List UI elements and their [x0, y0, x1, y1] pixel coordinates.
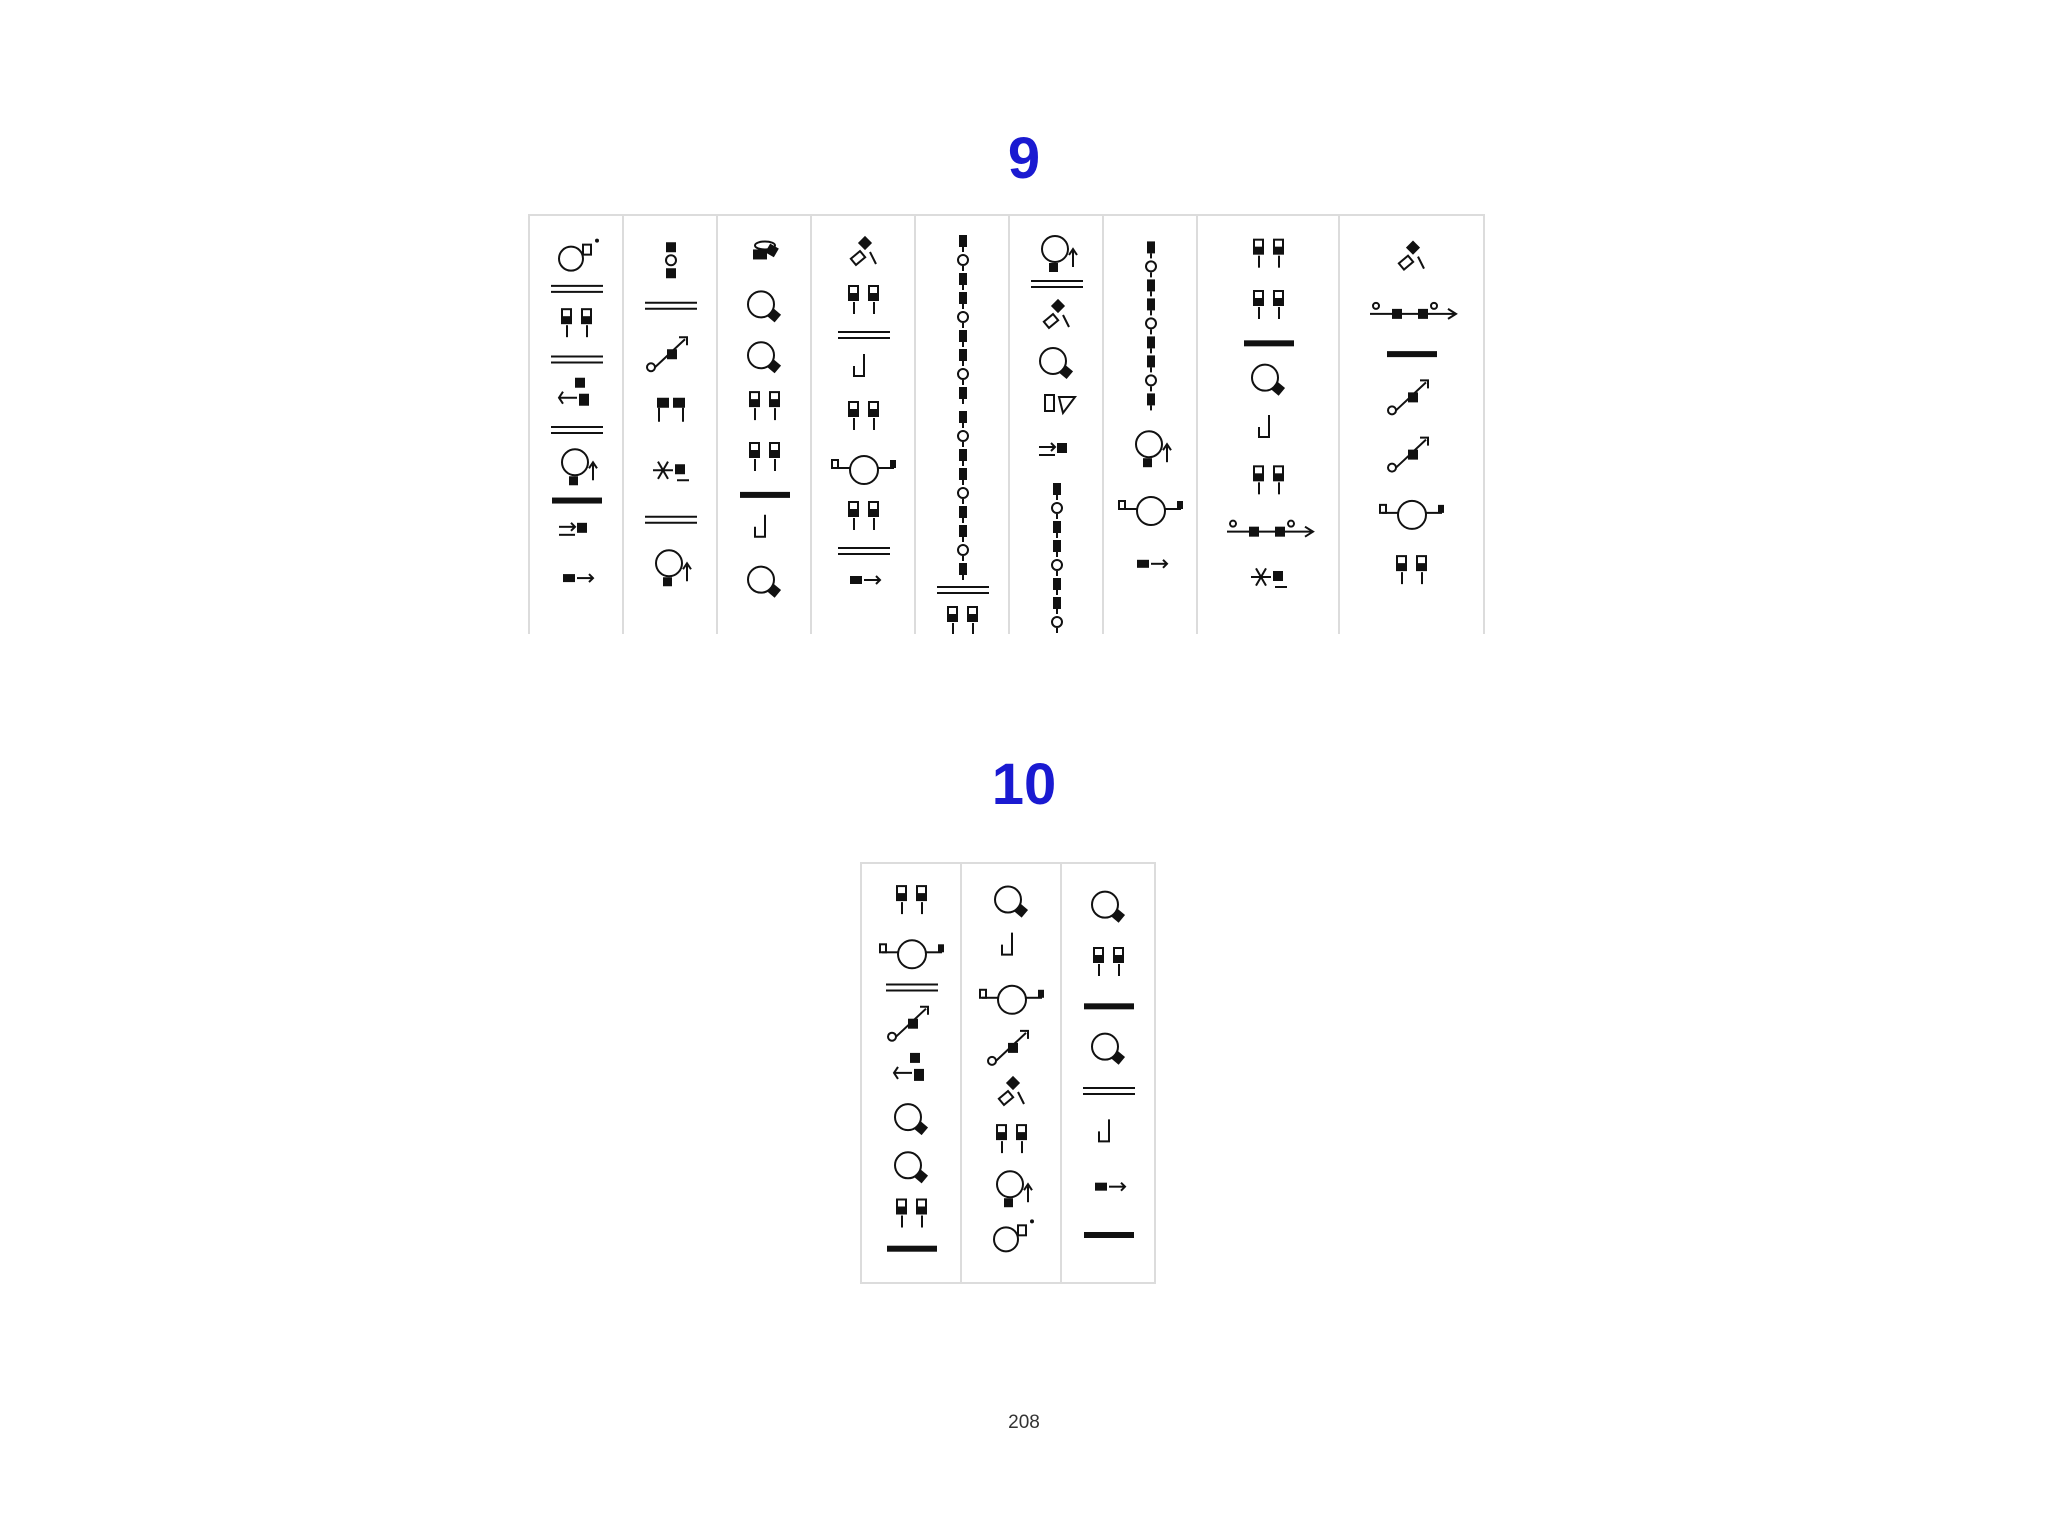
section-number-10: 10: [991, 752, 1057, 817]
circle-hand-symbol: [1092, 892, 1125, 923]
heavy-bar-symbol: [1244, 340, 1294, 346]
diagonal-hand-symbol: [1044, 299, 1069, 328]
signwriting-panel-9: [528, 214, 1485, 634]
sign-column: [622, 216, 716, 634]
circle-hand-arrow-symbol: [1042, 236, 1077, 272]
double-bar-symbol: [838, 332, 890, 338]
hand-triangle-symbol: [1045, 395, 1075, 413]
hand-pair-symbol: [562, 309, 591, 337]
hand-pair-symbol: [849, 402, 878, 430]
signwriting-panel-10: [860, 862, 1156, 1284]
circle-hand-symbol: [1092, 1034, 1125, 1065]
torso-motion-symbol: [559, 378, 589, 406]
star-spray-symbol: [1251, 568, 1287, 587]
small-hook-symbol: [755, 515, 765, 537]
double-bar-symbol: [645, 517, 697, 523]
heavy-bar-symbol: [887, 1246, 937, 1252]
small-arrow-hand-symbol: [1137, 560, 1167, 568]
circle-hand-symbol: [748, 291, 781, 322]
double-bar-symbol: [886, 985, 938, 991]
hand-pair-symbol: [1254, 466, 1283, 494]
vertical-chain-symbol: [958, 235, 968, 404]
section-number-9: 9: [1007, 126, 1041, 191]
small-arrow-hand-symbol: [1095, 1183, 1125, 1191]
sign-column: [860, 864, 960, 1282]
vertical-chain-symbol: [1052, 483, 1062, 634]
arrows-square-symbol: [559, 523, 587, 535]
hand-pair-symbol: [750, 392, 779, 420]
small-hook-symbol: [1259, 415, 1269, 437]
double-bar-symbol: [1031, 281, 1083, 287]
flag-mark-symbol: [753, 241, 779, 259]
horizontal-chain-symbol: [1227, 521, 1313, 537]
sign-column: [960, 864, 1060, 1282]
hand-pair-symbol: [849, 502, 878, 530]
sign-column: [1196, 216, 1338, 634]
circle-contact-symbol: [994, 1219, 1034, 1251]
hand-pair-symbol: [1254, 240, 1283, 268]
circle-arms-symbol: [880, 940, 944, 968]
sign-column: [528, 216, 622, 634]
square-pair-symbol: [657, 398, 685, 422]
circle-hand-symbol: [895, 1104, 928, 1135]
hand-pair-symbol: [897, 1200, 926, 1228]
hand-pair-symbol: [1094, 948, 1123, 976]
hand-pair-symbol: [897, 886, 926, 914]
circle-hand-symbol: [748, 342, 781, 373]
sign-column: [810, 216, 914, 634]
hand-pair-symbol: [1254, 291, 1283, 319]
heavy-bar-symbol: [1084, 1003, 1134, 1009]
diagonal-hand-symbol: [999, 1076, 1024, 1105]
diagonal-arrow-symbol: [647, 337, 687, 371]
diagonal-hand-symbol: [851, 236, 876, 265]
diagonal-arrow-symbol: [1388, 438, 1428, 472]
small-hook-symbol: [854, 354, 864, 376]
vertical-chain-symbol: [958, 411, 968, 580]
hand-pair-symbol: [750, 443, 779, 471]
double-bar-symbol: [551, 427, 603, 433]
circle-hand-symbol: [1040, 348, 1073, 379]
sign-column: [1060, 864, 1154, 1282]
sign-column: [1338, 216, 1482, 634]
double-bar-symbol: [838, 548, 890, 554]
circle-hand-symbol: [995, 887, 1028, 918]
heavy-bar-symbol: [740, 492, 790, 498]
circle-hand-symbol: [1252, 365, 1285, 396]
circle-hand-arrow-symbol: [562, 449, 597, 485]
small-arrow-hand-symbol: [850, 576, 880, 584]
circle-arms-symbol: [1119, 497, 1183, 525]
sign-column: [1008, 216, 1102, 634]
diagonal-arrow-symbol: [888, 1007, 928, 1041]
circle-contact-symbol: [559, 239, 599, 271]
double-bar-symbol: [645, 303, 697, 309]
circle-hand-symbol: [895, 1152, 928, 1183]
heavy-bar-symbol: [1387, 351, 1437, 357]
page-number: 208: [1008, 1412, 1040, 1433]
heavy-bar-symbol: [552, 498, 602, 504]
diagonal-arrow-symbol: [988, 1031, 1028, 1065]
circle-hand-arrow-symbol: [656, 550, 691, 586]
torso-motion-symbol: [894, 1053, 924, 1081]
double-bar-symbol: [551, 356, 603, 362]
vertical-chain-symbol: [1146, 241, 1156, 410]
vertical-stack-symbol: [666, 242, 676, 278]
double-bar-symbol: [551, 286, 603, 292]
hand-pair-symbol: [997, 1125, 1026, 1153]
circle-hand-symbol: [748, 567, 781, 598]
star-spray-symbol: [653, 462, 689, 481]
circle-hand-arrow-symbol: [1136, 431, 1171, 467]
small-hook-symbol: [1002, 933, 1012, 955]
hand-pair-symbol: [849, 286, 878, 314]
arrows-square-symbol: [1039, 443, 1067, 455]
double-bar-symbol: [1083, 1088, 1135, 1094]
circle-hand-arrow-symbol: [997, 1171, 1032, 1207]
diagonal-arrow-symbol: [1388, 380, 1428, 414]
heavy-bar-symbol: [1084, 1232, 1134, 1238]
diagonal-hand-symbol: [1399, 241, 1424, 270]
small-arrow-hand-symbol: [563, 574, 593, 582]
sign-column: [716, 216, 810, 634]
hand-pair-symbol: [948, 607, 977, 634]
sign-column: [914, 216, 1008, 634]
hand-pair-symbol: [1397, 556, 1426, 584]
small-hook-symbol: [1099, 1119, 1109, 1141]
circle-arms-symbol: [832, 456, 896, 484]
horizontal-chain-symbol: [1370, 303, 1456, 319]
circle-arms-symbol: [1380, 501, 1444, 529]
sign-column: [1102, 216, 1196, 634]
double-bar-symbol: [937, 587, 989, 593]
circle-arms-symbol: [980, 986, 1044, 1014]
